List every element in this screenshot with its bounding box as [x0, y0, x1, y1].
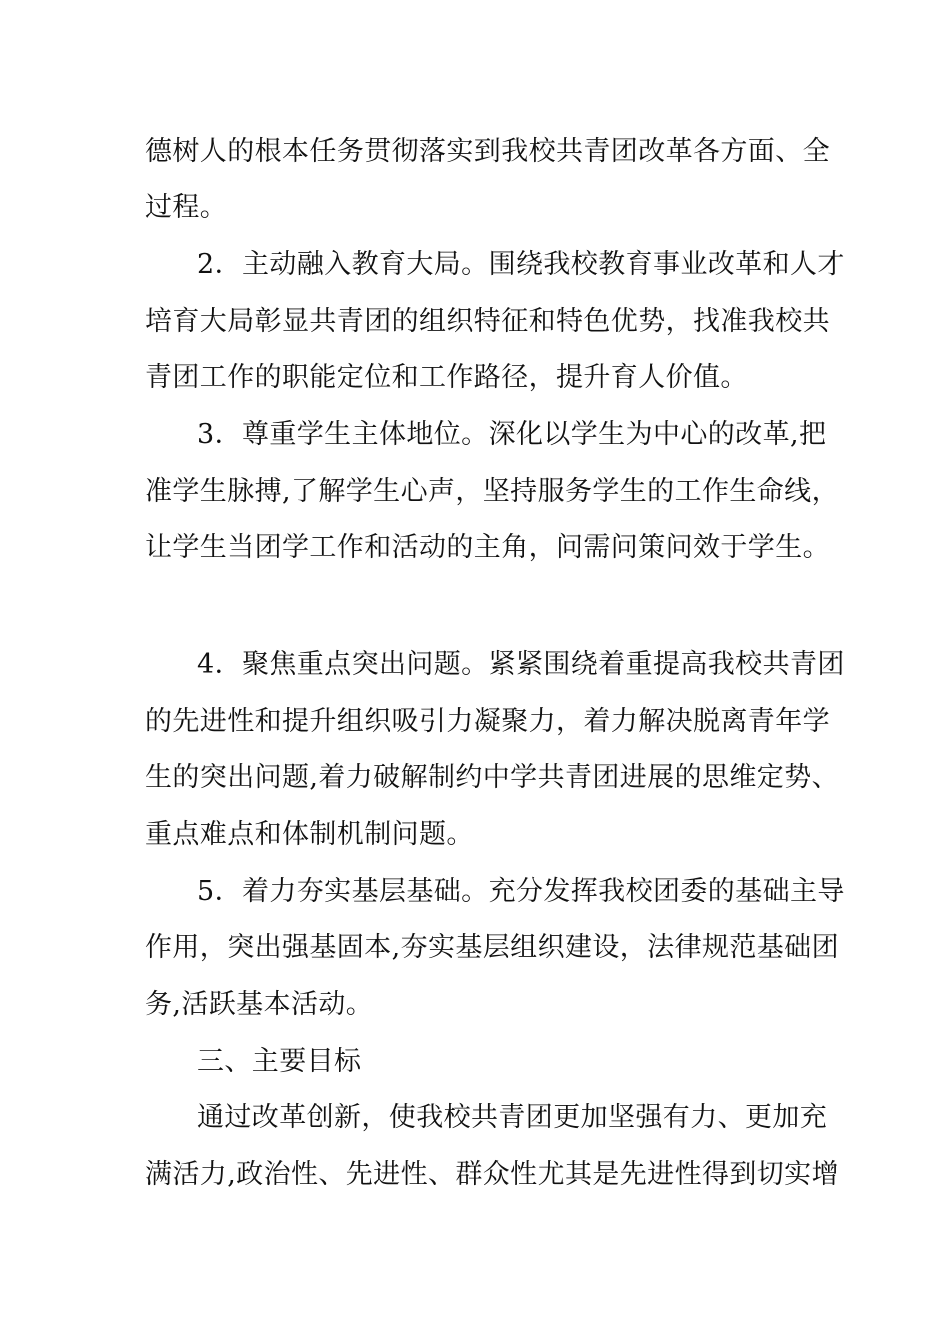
paragraph-2-line-2: 培育大局彰显共青团的组织特征和特色优势，找准我校共 [145, 306, 830, 337]
paragraph-4-line-3: 生的突出问题,着力破解制约中学共青团进展的思维定势、 [145, 762, 839, 793]
paragraph-6-line-1: 通过改革创新，使我校共青团更加坚强有力、更加充 [197, 1102, 828, 1133]
paragraph-2-line-3: 青团工作的职能定位和工作路径，提升育人价值。 [145, 362, 748, 393]
section-heading: 三、主要目标 [197, 1046, 362, 1077]
paragraph-4-line-4: 重点难点和体制机制问题。 [145, 819, 474, 850]
paragraph-3-line-3: 让学生当团学工作和活动的主角，问需问策问效于学生。 [145, 532, 830, 563]
text-line-2: 过程。 [145, 192, 228, 223]
paragraph-2-line-1: 2．主动融入教育大局。围绕我校教育事业改革和人才 [197, 249, 845, 280]
paragraph-5-line-3: 务,活跃基本活动。 [145, 989, 374, 1020]
paragraph-3-line-2: 准学生脉搏,了解学生心声，坚持服务学生的工作生命线， [145, 476, 839, 507]
paragraph-6-line-2: 满活力,政治性、先进性、群众性尤其是先进性得到切实增 [145, 1159, 839, 1190]
paragraph-4-line-2: 的先进性和提升组织吸引力凝聚力，着力解决脱离青年学 [145, 706, 830, 737]
text-line-1: 德树人的根本任务贯彻落实到我校共青团改革各方面、全 [145, 136, 830, 167]
paragraph-5-line-1: 5．着力夯实基层基础。充分发挥我校团委的基础主导 [197, 876, 845, 907]
paragraph-3-line-1: 3．尊重学生主体地位。深化以学生为中心的改革,把 [197, 419, 827, 450]
paragraph-4-line-1: 4．聚焦重点突出问题。紧紧围绕着重提高我校共青团 [197, 649, 845, 680]
paragraph-5-line-2: 作用，突出强基固本,夯实基层组织建设，法律规范基础团 [145, 932, 839, 963]
